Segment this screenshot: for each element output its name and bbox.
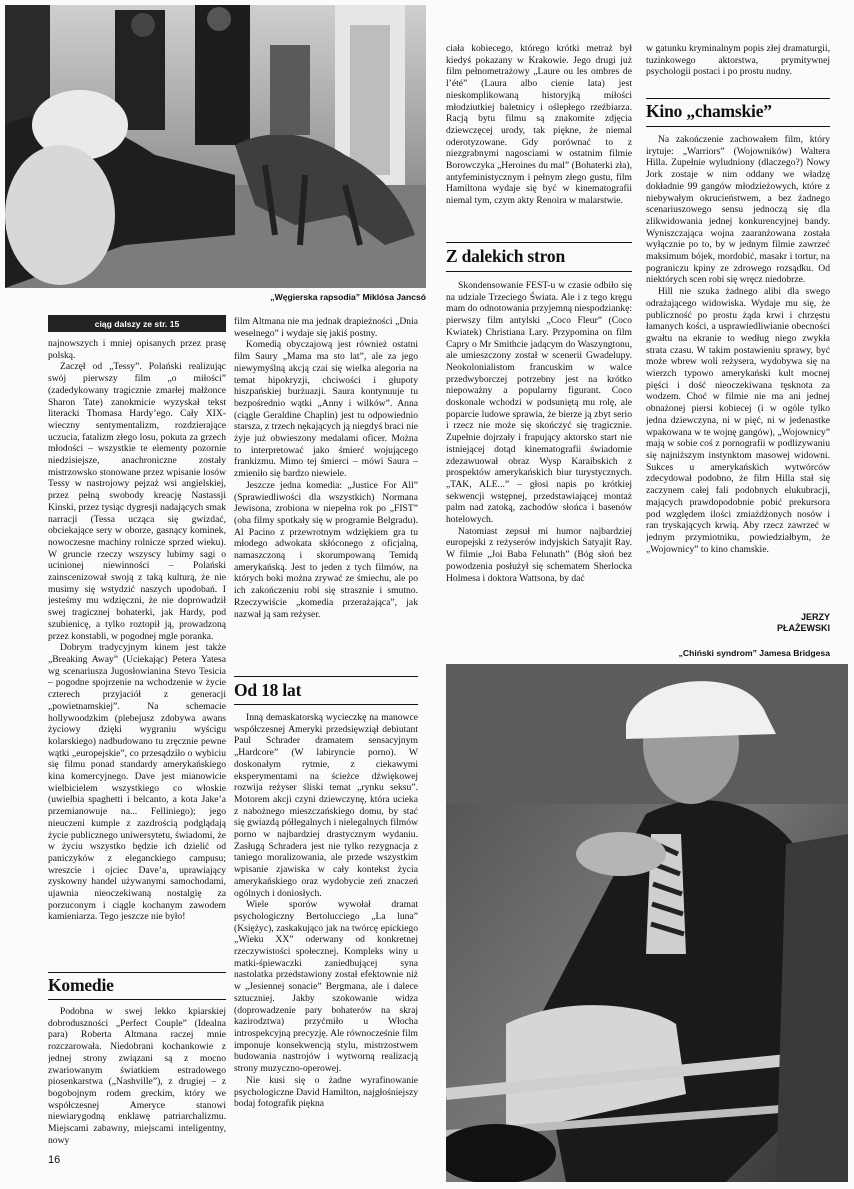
heading-z-dalekich-stron: Z dalekich stron — [446, 246, 566, 266]
author-signature — [646, 612, 830, 634]
paragraph: ciała kobiecego, którego krótki metraż był kiedyś pokazany w Krakowie. Jego drugi już film pełnometrażowy „Laure ou les ombres de l’été” (Laura albo cienie lata) jest nieskomplikowaną historyjką miłości młodziutkiej baletnicy i oślepłego rzeźbiarza. Racją bytu filmu są znakomite zdjęcia dziewczęcej urody, tak piękne, że niemal oderotyzowane. Gdy porównać to z niezgrabnymi nagosciami w ostatnim filmie Borowczyka „Heroines du mal” (Bohaterki zła), antyfeministycznym i pełnym złego gustu, film Hamiltona wydaje się być w kinematografii niemal tym, czym akty Renoira w malarstwie. — [446, 43, 632, 207]
column-3-text — [446, 43, 632, 233]
column-4-kino-text — [646, 134, 830, 610]
heading-komedie: Komedie — [48, 975, 114, 995]
page-number: 16 — [48, 1154, 61, 1166]
paragraph: Skondensowanie FEST-u w czasie odbiło się na udziale Trzeciego Świata. Ale i z tego kręgu mam do odnotowania przyjemną niespodziankę: pierwszy film antylski „Coco Fleur” (Coco Kwiatek) Christiana Lary. Przypomina on film Capry o Mr Smithcie jadącym do Waszyngtonu, ale umieszczony został w scenerii Gwadelupy. Neokolonialistom francuskim w walce przedwyborczej potrzebny jest na krótko niepoważny a popularny figurant. Coco doskonale wchodzi w podsuniętą mu rolę, ale poparcie ludowe sprawia, że bierze ją zbyt serio i rzecz nie może się skończyć się tragicznie. Zupełnie dojrzały i frapujący aktorsko start nie istniejącej dotąd kinematografii świadomie zdezawuował obraz Wysp Karaibskich z prospektów amerykańskich biur turystycznych. „TAK, ALE...” – głosi napis po krótkiej sekwencji wstępnej, przedstawiającej montaż palm nad zatoką, zachodów słońca i basenów hotelowych. — [446, 280, 632, 526]
section-rule — [48, 972, 226, 973]
paragraph: Hill nie szuka żadnego alibi dla swego odrażającego widowiska. Wydaje mu się, że publiczność po prostu żąda krwi i chrzęstu łamanych kości, a usprawiedliwianie obecności gwałtu na ekranie to według niego zwykła strata czasu. W takim postawieniu sprawy, być może wbrew woli reżysera, wydobywa się na wierzch typowo amerykański kult mocnej pięści i dość nieoczekiwana tęsknota za wodzem. Choć w filmie nie ma ani jednej obnażonej piersi kobiecej (i w ogóle tylko jedna dziewczyna, ni w pięć, ni w jedenastke wpakowana w te wojnę gangów), „Wojownicy” mają w sobie coś z pornografii w podlizywaniu się najniższym instynktom masowej widowni. Sukces u amerykańskich wytwórców zdecydował podobno, że film Hilla stał się zaczynem całej fali podobnych elukubracji, mających prawdopodobnie pobić prekursora pod względem ilości zmiażdżonych nosów i ran tryskających krwią. Aby rzecz zawrzeć w jednym przymiotniku, powiedziałbym, że „Wojownicy” to kino chamskie. — [646, 286, 830, 555]
column-3-zdalekich-text — [446, 280, 632, 660]
column-1-komedie-text — [48, 1006, 226, 1146]
photo-illustration — [446, 664, 848, 1182]
paragraph: Dobrym tradycyjnym kinem jest także „Breaking Away” (Uciekając) Petera Yatesa wg scenariusza Jugosłowianina Stevo Tesicia – pogodne spojrzenie na wchodzenie w życie czterech przyjaciół z generacji „powietnamskiej”. Na schemacie hollywoodzkim (plebejusz zdobywa awans życiowy dzięki wygraniu wyścigu kolarskiego) nadbudowano tu zręcznie pewne wątki „europejskie”, co przesądziło o wybiciu się filmu ponad standardy amerykańskiego kina komercyjnego. Dave jest mianowicie wielbicielem wszystkiego co włoskie (uwielbia spaghetti i belcanto, a kota Jake’a przemianowuje na... Felliniego); jego nieuczeni kumple z zazdrością podglądają życie publicznego uniwersytetu, świadomi, że w życiu wszystko będzie ich dzielić od paniczyków z eleganckiego campusu; wreszcie i ojciec Dave’a, uprawiający zyskowny handel używanymi samochodami, ujawnia nieoczekiwaną nostalgię za porzuconym i ciągle kochanym zawodem kamieniarza. Tego jeszcze nie było! — [48, 642, 226, 923]
section-rule — [234, 704, 418, 705]
section-rule — [646, 126, 830, 127]
photo-china-syndrome — [446, 664, 848, 1182]
heading-kino-chamskie: Kino „chamskie” — [646, 101, 772, 121]
section-rule — [646, 98, 830, 99]
paragraph: Jeszcze jedna komedia: „Justice For All” (Sprawiedliwości dla wszystkich) Normana Jewisona, zrobiona w niepełna rok po „FIST” (oba filmy spotkały się w programie Belgradu). Al Pacino z przewrotnym wdziękiem gra tu młodego adwokata skłóconego z oficjalną, namaszczoną i skorumpowaną Temidą amerykańską. Jest to jeden z tych filmów, na których boki można zrywać ze śmiechu, ale po ich zakończeniu robi się strasznie i smutno. Rzeczywiście „komedia przerażająca”, jak nazwał ją sam reżyser. — [234, 479, 418, 620]
paragraph: w gatunku kryminalnym popis złej dramaturgii, tuzinkowego aktorstwa, prymitywnej psychologii postaci i po prostu nudny. — [646, 43, 830, 78]
section-rule — [48, 999, 226, 1000]
photo-illustration — [5, 5, 426, 288]
paragraph: Inną demaskatorską wycieczkę na manowce współczesnej Ameryki przedsięwziął debiutant Paul Schrader dramatem sensacyjnym „Hardcore” (W labiryncie porno). W doskonałym rytmie, z ciekawymi eksperymentami na ścieżce dźwiękowej rozwija reżyser śliski temat „rynku seksu”. Motorem akcji czyni dziewczynę, która ucieka z nabożnego mieszczańskiego domu, by stać się gwiazdą półlegalnych i nielegalnych filmów porno w najbardziej drastycznym wydaniu. Zasługą Schradera jest nie tylko rezygnacja z taniego moralizowania, ale przede wszystkim wpisanie zjawiska w cały kontekst życia amerykańskiego oraz wydobycie zeń znaczeń ogólnych i doniosłych. — [234, 712, 418, 899]
paragraph: Nie kusi się o żadne wyrafinowanie psychologiczne David Hamilton, najgłośniejszy bodaj fotografik piękna — [234, 1074, 418, 1110]
paragraph: Komedią obyczajową jest również ostatni film Saury „Mama ma sto lat”, ale za jego niewymyślną akcją czai się wielka alegoria na temat hipokryzji, chciwości i głupoty hiszpańskiej burżuazji. Saura kontynuuje tu bezpośrednio wątki „Anny i wilków”. Anna (ciągle Geraldine Chaplin) jest tu odpowiednio starsza, z trzech nękających ją niegdyś braci nie żyje już obwieszony medalami oficer. Można to interpretować jako śmierć wojującego frankizmu. Mimo tej śmierci – mówi Saura – zmieniło się bardzo niewiele. — [234, 339, 418, 480]
continued-from-tag: ciąg dalszy ze str. 15 — [48, 315, 226, 332]
paragraph: najnowszych i mniej opisanych przez prasę polską. — [48, 338, 226, 361]
heading-od-18-lat: Od 18 lat — [234, 680, 302, 700]
section-rule — [446, 271, 632, 272]
paragraph: Na zakończenie zachowałem film, który irytuje: „Warriors” (Wojowników) Waltera Hilla. Zupełnie wyludniony (dlaczego?) Nowy Jork zostaje w nim oddany we władzę dokładnie 99 gangów młodzieżowych, które z niebywałym okrucieństwem, a bez żadnego scenariuszowego sensu jednoczą się dla zlikwidowania jednej konkurencyjnej bandy. Wyniszczająca wojna zaaranżowana została wyłącznie po to, by w jednym filmie zawrzeć maksimum bójek, mordobić, masakr i tortur, na pograniczu kpiny ze zdrowego rozsądku. Od niektórych scen robi się wręcz niedobrze. — [646, 134, 830, 286]
paragraph: Zaczęł od „Tessy”. Polański realizując swój pierwszy film „o miłości” (zadedykowany tragicznie zmarłej małżonce Sharon Tate) zanokmicie wyzyskał tekst literacki Thomasa Hardy’ego. Cały XIX-wieczny sentymentalizm, rozdzierające uczucia, fatalizm złego losu, pokuta za grzech młodości – wszystkie te elementy pozornie niedzisiejsze, anachroniczne zostały mistrzowsko stonowane przez wpisanie losów Tessy w nastrojowy pejzaż wsi angielskiej, przez pełną swobody kreację Nastassji Kinski, przez tysiąc dygresji nadających smak narracji (Tessa ucząca się gwizdać, obciekające sery w oborze, gasnący kominek, nowoczesne machiny rolnicze sprzed wieku). W gruncie rzeczy wszyscy lubimy sagi o ucinionej niewinności – Polański zainscenizował swoją z taką kulturą, że nie musimy się wstydzić naszych upodobań. I jesteśmy mu wdzięczni, że nie doprowadził swej tragicznej bohaterki, jak Hardy, pod szubienicę, a tylko roztopił ją, prowadzoną przez konstabli, w pogodnej mgle poranka. — [48, 361, 226, 642]
paragraph: film Altmana nie ma jednak drapieżności „Dnia weselnego” i wydaje się jakiś postny. — [234, 316, 418, 339]
column-1-text — [48, 338, 226, 968]
section-rule — [234, 676, 418, 677]
paragraph: Natomiast zepsuł mi humor najbardziej europejski z reżyserów indyjskich Satyajit Ray. W filmie „Joi Baba Felunath” (Bóg słoń bez powodzenia posłużył się schematem Sherlocka Holmesa i doktora Wattsona, by dać — [446, 525, 632, 584]
column-4-text — [646, 43, 830, 95]
author-last-name: PŁAŻEWSKI — [777, 623, 830, 633]
section-rule — [446, 242, 632, 243]
paragraph: Wiele sporów wywołał dramat psychologiczny Bertolucciego „La luna” (Księżyc), zaskakująco jak na twórcę epickiego „Wieku XX” oderwany od konkretnej rzeczywistości społecznej. Kompleks winy u matki-śpiewaczki zaniedbującej syna nastolatka przedstawiony został efektownie niż w „Jesiennej sonacie” Bergmana, ale i dalece sztuczniej. Jakby szokowanie widza (doprowadzenie pary bohaterów na skraj kazirodztwa) przyćmiło u Włocha introspekcyjną precyzję. Ale równocześnie film imponuje konsekwencją stylu, mistrzostwem budowania nastrojów i wytworną realizacją strony muzyczno-operowej. — [234, 899, 418, 1075]
photo-caption-top: „Węgierska rapsodia” Miklósa Jancsó — [270, 292, 426, 302]
paragraph: Podobna w swej lekko kpiarskiej dobroduszności „Perfect Couple” (Idealna para) Roberta Altmana raczej mnie rozczarowała. Niedobrani kochankowie z jednej strony związani są z mocno zwariowanym światkiem estradowego piosenkarstwa („Nashville”), z drugiej – z bogobojnym rodem greckim, który we współczesnej Ameryce stanowi niewiarygodną enklawę patriarchalizmu. Miejscami zabawny, miejscami inteligentny, nowy — [48, 1006, 226, 1146]
author-first-name: JERZY — [800, 612, 830, 622]
photo-caption-bottom: „Chiński syndrom” Jamesa Bridgesa — [678, 648, 830, 658]
column-2-od18-text — [234, 712, 418, 1150]
column-2-text — [234, 316, 418, 666]
photo-hungarian-rhapsody — [5, 5, 426, 288]
